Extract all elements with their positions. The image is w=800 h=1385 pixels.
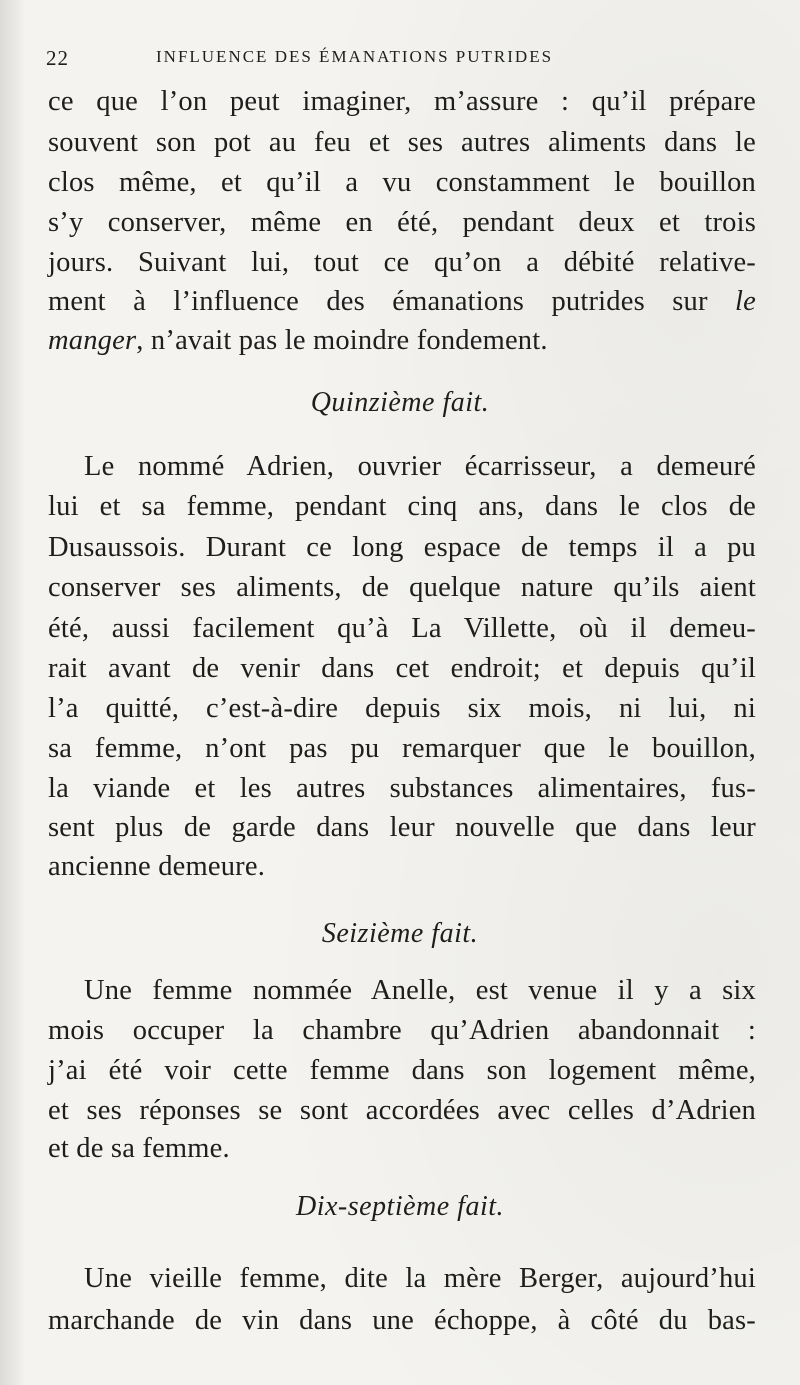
text-line: clos même, et qu’il a vu constamment le bouillon <box>48 167 756 198</box>
text-line: Une vieille femme, dite la mère Berger, aujourd’hui <box>84 1263 756 1294</box>
text-line: sa femme, n’ont pas pu remarquer que le bouillon, <box>48 733 756 764</box>
text-line: s’y conserver, même en été, pendant deux et trois <box>48 207 756 238</box>
text-line: sent plus de garde dans leur nouvelle que dans leur <box>48 812 756 843</box>
text-line: l’a quitté, c’est-à-dire depuis six mois, ni lui, ni <box>48 693 756 724</box>
page-number: 22 <box>46 46 69 70</box>
text-line <box>48 286 756 326</box>
text-line: Le nommé Adrien, ouvrier écarrisseur, a demeuré <box>84 451 756 482</box>
text-line: Une femme nommée Anelle, est venue il y a six <box>84 975 756 1006</box>
italic-word: le <box>735 286 756 317</box>
section-heading: Seizième fait. <box>321 918 479 949</box>
running-header <box>46 44 746 74</box>
text-line: Dusaussois. Durant ce long espace de temps il a pu <box>48 532 756 563</box>
text-line: et ses réponses se sont accordées avec celles d’Adrien <box>48 1095 756 1126</box>
text-line: la viande et les autres substances alimentaires, fus- <box>48 773 756 804</box>
text-line: ce que l’on peut imaginer, m’assure : qu’il prépare <box>48 86 756 117</box>
text-line: et de sa femme. <box>48 1133 230 1164</box>
running-title: INFLUENCE DES ÉMANATIONS PUTRIDES <box>156 47 554 66</box>
text-line: souvent son pot au feu et ses autres aliments dans le <box>48 127 756 158</box>
text-line: j’ai été voir cette femme dans son logement même, <box>48 1055 756 1086</box>
text-line: mois occuper la chambre qu’Adrien abandonnait : <box>48 1015 756 1046</box>
page-gutter-shadow <box>0 0 26 1385</box>
text-line: lui et sa femme, pendant cinq ans, dans le clos de <box>48 491 756 522</box>
text-line: été, aussi facilement qu’à La Villette, où il demeu- <box>48 613 756 644</box>
text-line <box>48 325 548 365</box>
text-line: ancienne demeure. <box>48 851 266 882</box>
italic-word: manger <box>48 325 137 356</box>
text-segment: , n’avait pas le moindre fondement. <box>136 325 548 356</box>
text-line: marchande de vin dans une échoppe, à côté du bas- <box>48 1305 756 1336</box>
section-heading: Quinzième fait. <box>310 387 490 418</box>
text-line: jours. Suivant lui, tout ce qu’on a débité relative- <box>48 247 756 278</box>
text-segment: ment à l’influence des émanations putrides sur <box>48 286 736 317</box>
text-line: conserver ses aliments, de quelque nature qu’ils aient <box>48 572 756 603</box>
text-line: rait avant de venir dans cet endroit; et depuis qu’il <box>48 653 756 684</box>
section-heading: Dix-septième fait. <box>295 1191 505 1222</box>
